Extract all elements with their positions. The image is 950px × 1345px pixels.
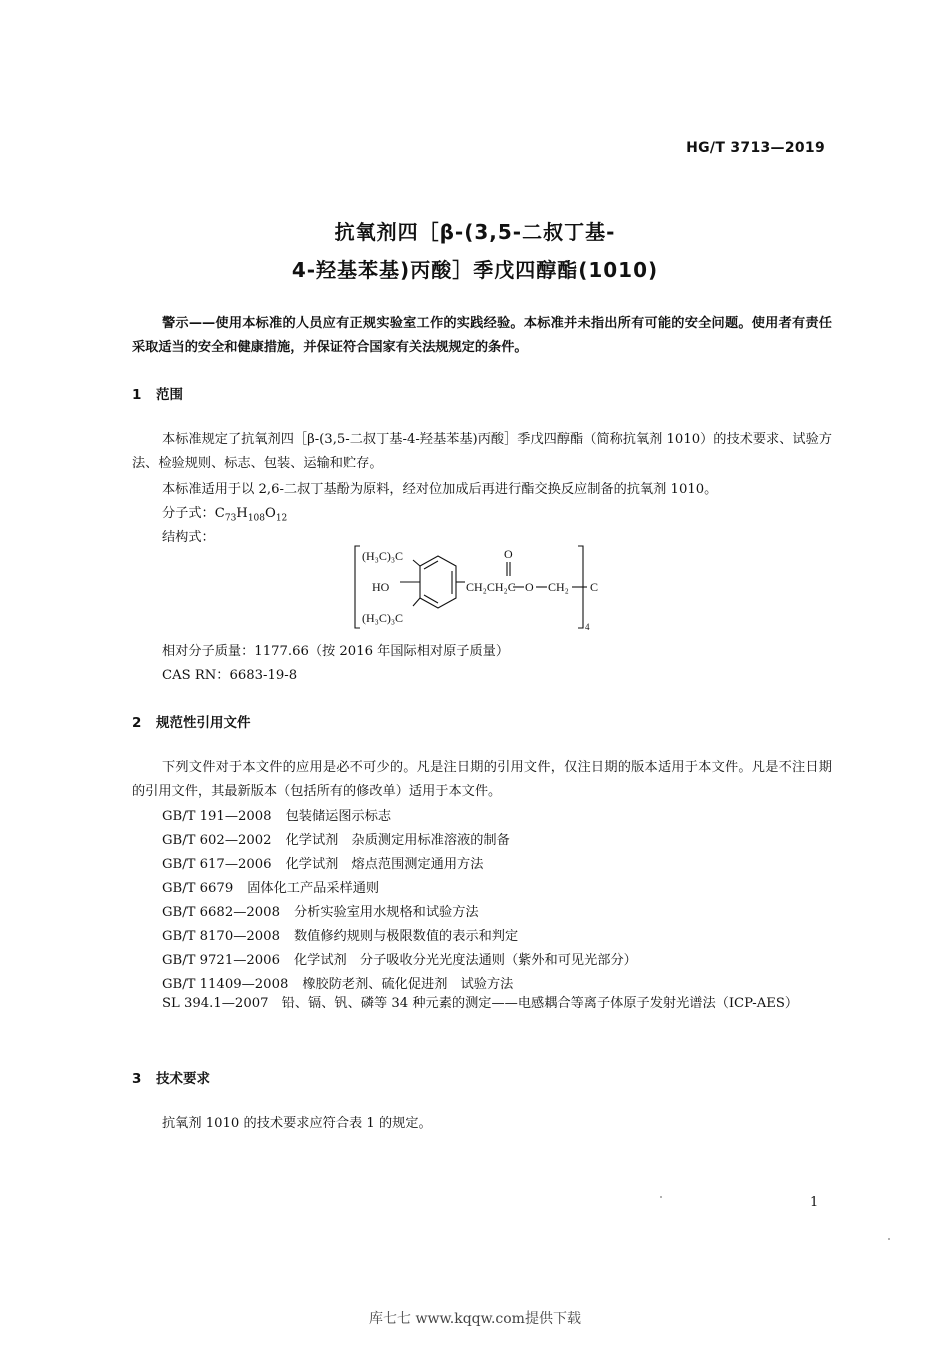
section-3-heading bbox=[132, 1067, 210, 1087]
molecular-formula bbox=[162, 502, 287, 524]
formula-o-count: 12 bbox=[275, 513, 288, 524]
scope-paragraph-1: 本标准规定了抗氧剂四［β-(3,5-二叔丁基-4-羟基苯基)丙酸］季戊四醇酯（简称抗氧剂 1010）的技术要求、试验方法、检验规则、标志、包装、运输和贮存。 bbox=[132, 432, 832, 471]
hydroxyl-group: HO bbox=[372, 580, 390, 594]
benzene-ring bbox=[420, 556, 456, 608]
section-2-heading bbox=[132, 711, 251, 731]
warning-paragraph: 警示——使用本标准的人员应有正规实验室工作的实践经验。本标准并未指出所有可能的安全问题。使用者有责任采取适当的安全和健康措施，并保证符合国家有关法规规定的条件。 bbox=[132, 316, 832, 355]
section-1-heading bbox=[132, 383, 183, 403]
section-number: 1 bbox=[132, 387, 142, 403]
reference-code: GB/T 6679 bbox=[162, 881, 234, 896]
reference-item bbox=[162, 853, 483, 872]
scan-speck bbox=[888, 1238, 890, 1240]
structural-formula bbox=[340, 540, 610, 635]
reference-title: 化学试剂 杂质测定用标准溶液的制备 bbox=[285, 833, 510, 848]
reference-title: 数值修约规则与极限数值的表示和判定 bbox=[293, 929, 519, 944]
central-carbon: C bbox=[590, 580, 599, 594]
section-title: 范围 bbox=[156, 387, 183, 403]
reference-item bbox=[162, 949, 637, 968]
formula-c-count: 73 bbox=[224, 513, 237, 524]
methylene-group: CH₂ bbox=[548, 580, 569, 594]
reference-code: GB/T 9721—2006 bbox=[162, 953, 280, 968]
standard-number: HG/T 3713—2019 bbox=[686, 140, 825, 156]
formula-o: O bbox=[265, 506, 276, 521]
reference-title: 固体化工产品采样通则 bbox=[247, 881, 380, 896]
section-title: 规范性引用文件 bbox=[156, 715, 251, 731]
download-footer: 库七七 www.kqqw.com提供下载 bbox=[369, 1311, 581, 1327]
reference-item-last: SL 394.1—2007 铅、镉、钒、磷等 34 种元素的测定——电感耦合等离子体原子发射光谱法（ICP-AES） bbox=[162, 996, 799, 1011]
document-title-line-2: 4-羟基苯基)丙酸］季戊四醇酯(1010) bbox=[291, 258, 659, 282]
page-number: 1 bbox=[810, 1195, 819, 1210]
scan-speck bbox=[660, 1196, 662, 1198]
structure-label: 结构式： bbox=[162, 530, 215, 545]
scope-paragraph-2: 本标准适用于以 2,6-二叔丁基酚为原料，经对位加成后再进行酯交换反应制备的抗氧剂 1010。 bbox=[162, 482, 718, 497]
reference-title: 化学试剂 分子吸收分光光度法通则（紫外和可见光部分） bbox=[293, 953, 637, 968]
ester-oxygen: O bbox=[525, 580, 534, 594]
formula-h-count: 108 bbox=[247, 513, 265, 524]
references-intro: 下列文件对于本文件的应用是必不可少的。凡是注日期的引用文件，仅注日期的版本适用于本文件。凡是不注日期的引用文件，其最新版本（包括所有的修改单）适用于本文件。 bbox=[132, 760, 832, 799]
molecular-mass: 相对分子质量：1177.66（按 2016 年国际相对原子质量） bbox=[162, 644, 510, 659]
carbonyl-oxygen: O bbox=[504, 547, 513, 561]
section-title: 技术要求 bbox=[156, 1071, 210, 1087]
reference-item bbox=[162, 973, 513, 992]
top-tert-butyl-group: (H₃C)₃C bbox=[362, 549, 404, 563]
formula-h: H bbox=[236, 506, 248, 521]
reference-title: 包装储运图示标志 bbox=[285, 809, 392, 824]
section-number: 2 bbox=[132, 715, 142, 731]
reference-item bbox=[162, 805, 391, 824]
reference-code: GB/T 191—2008 bbox=[162, 809, 272, 824]
formula-label: 分子式： bbox=[162, 506, 215, 521]
reference-item bbox=[162, 925, 518, 944]
reference-code: GB/T 6682—2008 bbox=[162, 905, 280, 920]
left-bracket bbox=[355, 546, 360, 628]
section-number: 3 bbox=[132, 1071, 142, 1087]
reference-item bbox=[162, 901, 479, 920]
reference-title: 橡胶防老剂、硫化促进剂 试验方法 bbox=[302, 977, 514, 992]
reference-title: 化学试剂 熔点范围测定通用方法 bbox=[285, 857, 484, 872]
technical-requirements-paragraph: 抗氧剂 1010 的技术要求应符合表 1 的规定。 bbox=[162, 1116, 432, 1131]
reference-code: GB/T 602—2002 bbox=[162, 833, 272, 848]
bottom-tert-butyl-group: (H₃C)₃C bbox=[362, 611, 404, 625]
reference-item bbox=[162, 877, 379, 896]
reference-item bbox=[162, 829, 510, 848]
reference-title: 分析实验室用水规格和试验方法 bbox=[293, 905, 479, 920]
formula-c: C bbox=[214, 506, 225, 521]
document-title-line-1: 抗氧剂四［β-(3,5-二叔丁基- bbox=[334, 220, 616, 244]
reference-code: GB/T 617—2006 bbox=[162, 857, 272, 872]
reference-code: GB/T 11409—2008 bbox=[162, 977, 289, 992]
propionate-chain: CH₂CH₂C bbox=[466, 580, 516, 594]
reference-code: GB/T 8170—2008 bbox=[162, 929, 280, 944]
repeat-subscript: 4 bbox=[585, 622, 590, 632]
cas-number: CAS RN：6683-19-8 bbox=[162, 668, 298, 683]
